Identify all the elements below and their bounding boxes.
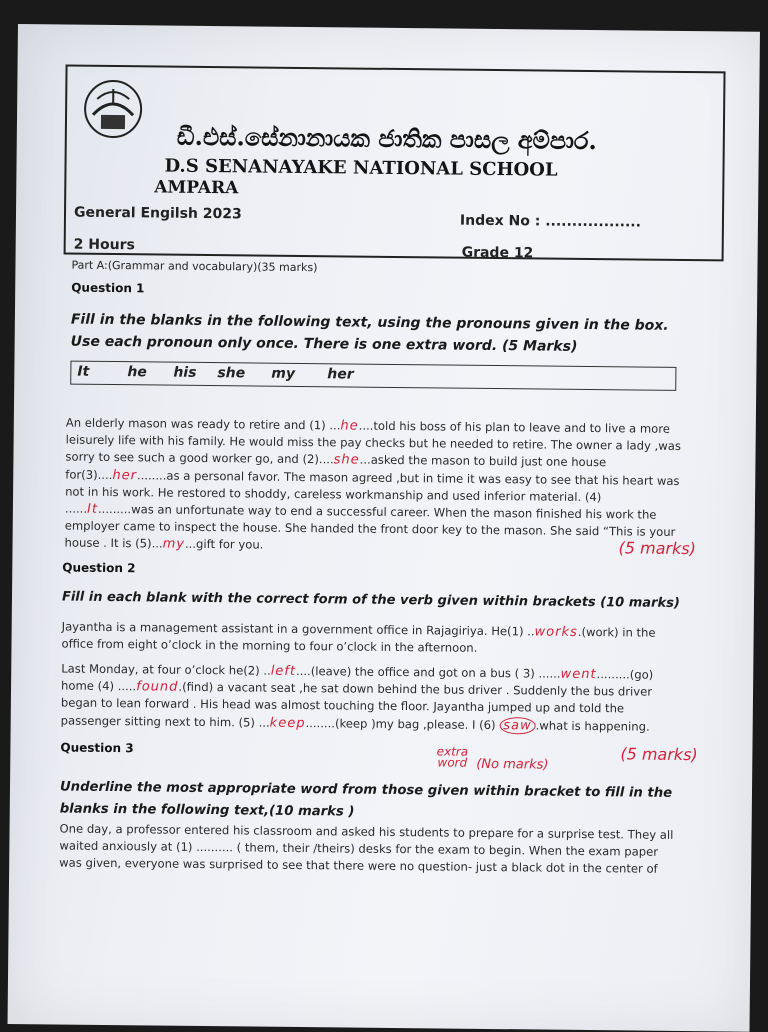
word-box-item: her [327, 366, 354, 382]
question-1-passage [64, 415, 687, 559]
school-name-english: D.S SENANAYAKE NATIONAL SCHOOL [164, 156, 557, 181]
part-a-heading: Part A:(Grammar and vocabulary)(35 marks) [71, 259, 317, 275]
grade-label: Grade 12 [462, 245, 534, 262]
question-1-title: Question 1 [71, 281, 144, 296]
printed-text: office from eight o’clock in the morning to four o’clock in the afternoon. [61, 637, 477, 655]
word-box-item: my [271, 366, 295, 382]
printed-text: ........(keep )my bag ,please. I (6) [305, 716, 499, 732]
exam-paper [8, 24, 760, 1032]
word-box-item: he [127, 364, 147, 380]
handwritten-answer: she [334, 453, 360, 468]
printed-text: Last Monday, at four o’clock he(2) .. [61, 661, 271, 677]
school-town: AMPARA [154, 177, 238, 198]
index-number-field: Index No : .................. [460, 213, 641, 231]
printed-text: began to lean forward . His head was almost touching the floor. Jayantha jumped up and told the [61, 696, 624, 716]
question-2-title: Question 2 [62, 560, 135, 575]
printed-text: Jayantha is a management assistant in a government office in Rajagiriya. He(1) .. [62, 619, 535, 638]
no-marks-annotation: (No marks) [476, 757, 548, 773]
printed-text: ........as a personal favor. The mason agreed ,but in time it was easy to see that his heart was [137, 468, 680, 488]
question-1-instruction: Fill in the blanks in the following text, using the pronouns given in the box. Use each pronoun only once. There is one extra word. (5 Marks) [71, 309, 683, 359]
handwritten-answer: my [163, 537, 186, 552]
printed-text: employer came to inspect the house. She handed the front door key to the mason. She said “This is your [65, 519, 676, 539]
passage-line: One day, a professor entered his classroom and asked his students to prepare for a surprise test. They all [59, 820, 681, 844]
printed-text: home (4) ..... [61, 679, 136, 694]
handwritten-answer: went [561, 667, 597, 682]
question-3-passage [59, 820, 682, 878]
question-2-paragraph-2 [61, 660, 684, 735]
school-crest-logo [79, 75, 148, 144]
printed-text: ...... [65, 502, 87, 516]
printed-text: .what is happening. [536, 718, 650, 733]
word-box-item: she [217, 365, 245, 381]
handwritten-answer: saw [499, 717, 536, 734]
exam-duration: 2 Hours [74, 237, 135, 254]
printed-text: not in his work. He restored to shoddy, careless workmanship and used inferior material. (4) [65, 484, 601, 504]
printed-text: passenger sitting next to him. (5) ... [61, 713, 270, 729]
handwritten-answer: he [340, 418, 358, 433]
handwritten-answer: her [112, 468, 137, 483]
question-3-title: Question 3 [60, 740, 133, 755]
printed-text: sorry to see such a good worker go, and (2).... [65, 450, 333, 467]
printed-text: .........(go) [596, 667, 653, 682]
printed-text: house . It is (5)... [64, 536, 162, 551]
question-2-instruction: Fill in each blank with the correct form of the verb given within brackets (10 marks) [62, 586, 682, 614]
handwritten-answer: It [87, 502, 98, 517]
handwritten-answer: keep [270, 715, 306, 730]
q1-marks-annotation: (5 marks) [618, 538, 696, 558]
q2-marks-annotation: (5 marks) [620, 744, 698, 764]
header-box [64, 65, 726, 262]
extra-word-annotation: extra word [430, 746, 474, 768]
passage-line: was given, everyone was surprised to see that there were no question- just a black dot in the center of [59, 855, 681, 879]
passage-line: waited anxiously at (1) .......... ( them, their /theirs) desks for the exam to begin. When the exam paper [59, 838, 681, 862]
printed-text: An elderly mason was ready to retire and (1) ... [66, 416, 341, 433]
school-name-sinhala: ඩී.එස්.සේනානායක ජාතික පාසල අම්පාර. [177, 122, 597, 155]
printed-text: .........was an unfortunate way to end a successful career. When the mason finished his work the [98, 502, 657, 522]
printed-text: ...gift for you. [185, 537, 264, 552]
handwritten-answer: found [136, 679, 178, 694]
handwritten-answer: works [534, 624, 577, 639]
printed-text: leisurely life with his family. He would miss the pay checks but he needed to retire. The owner a lady ,was [66, 433, 681, 453]
printed-text: for(3).... [65, 467, 112, 481]
question-2-paragraph-1 [61, 618, 683, 659]
word-box-item: It [77, 364, 89, 380]
printed-text: .(work) in the [578, 625, 656, 640]
pronoun-word-box [70, 361, 676, 391]
question-3-instruction: Underline the most appropriate word from those given within bracket to fill in the blanks in the following text,(10 marks ) [60, 776, 680, 826]
handwritten-answer: left [271, 664, 296, 679]
subject-year: General Engilsh 2023 [74, 205, 242, 223]
printed-text: ....(leave) the office and got on a bus ( 3) ...... [296, 664, 561, 681]
printed-text: ...asked the mason to build just one house [360, 453, 607, 470]
printed-text: ....told his boss of his plan to leave and to live a more [359, 419, 670, 436]
word-box-item: his [173, 365, 196, 381]
printed-text: .(find) a vacant seat ,he sat down behind the bus driver . Suddenly the bus driver [178, 680, 652, 699]
